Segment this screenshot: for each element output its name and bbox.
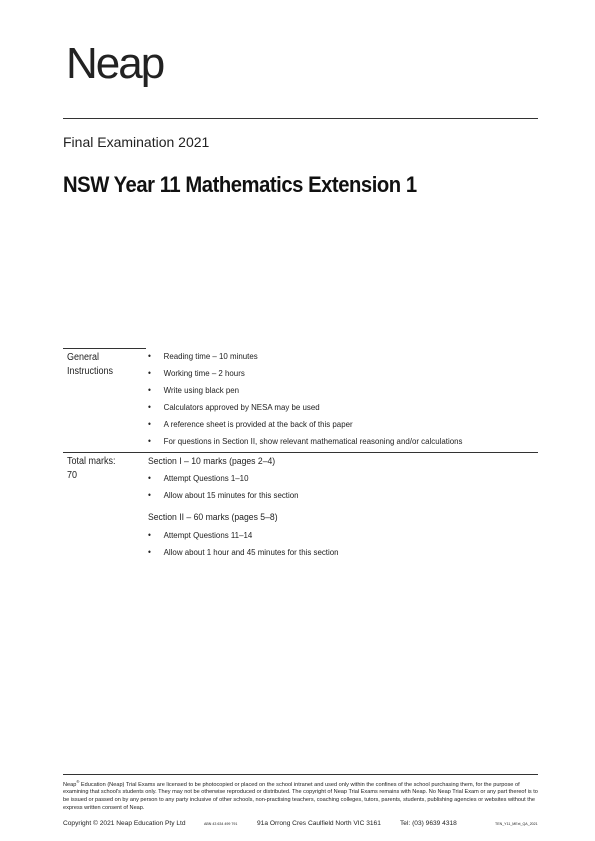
header-divider [63,118,538,119]
general-instructions-list [148,348,490,450]
exam-title: NSW Year 11 Mathematics Extension 1 [63,172,417,197]
notice-body: Education (Neap) Trial Exams are licensed to be photocopied or placed on the school intranet and used only within the confines of the school purchasing them, for the purpose of examining that school's students only. They may not be otherwise reproduced or distributed. The copyright of Neap Trial Exams remains with Neap. No Neap Trial Exam or any part thereof is to be issued or passed on by any person to any party inclusive of other schools, non-practising teachers, coaching colleges, tutors, parents, students, publishing agencies or websites without the express written consent of Neap. [63,781,538,811]
address-text: 91a Orrong Cres Caulfield North VIC 3161 [257,820,381,827]
copyright-text: Copyright © 2021 Neap Education Pty Ltd [63,820,186,827]
total-marks-value: 70 [67,470,78,481]
list-item: • Reading time – 10 minutes [148,348,462,365]
list-item: • Calculators approved by NESA may be used [148,399,462,416]
licence-notice [63,778,538,812]
neap-logo: Neap [66,39,164,88]
notice-brand: Neap [63,781,77,788]
general-instructions-label [67,351,113,379]
list-item: • For questions in Section II, show relevant mathematical reasoning and/or calculations [148,433,462,450]
general-label-line1: General [67,352,100,363]
document-code: TEN_Y11_MExt_QA_2021 [495,822,538,826]
general-label-rule [63,348,146,349]
exam-subtitle: Final Examination 2021 [63,134,210,150]
abn-text: ABN 43 634 499 791 [204,822,238,826]
section-2-heading: Section II – 60 marks (pages 5–8) [148,512,278,523]
total-marks-rule [63,452,538,453]
list-item: • Attempt Questions 1–10 [148,470,299,487]
telephone-text: Tel: (03) 9639 4318 [400,820,457,827]
footer-divider [63,774,538,775]
list-item: • Write using black pen [148,382,462,399]
total-marks-label: Total marks: [67,456,116,467]
list-item: • Working time – 2 hours [148,365,462,382]
list-item: • Attempt Questions 11–14 [148,527,339,544]
general-label-line2: Instructions [67,366,114,377]
section-1-list [148,470,312,504]
list-item: • A reference sheet is provided at the back of this paper [148,416,462,433]
list-item: • Allow about 15 minutes for this section [148,487,299,504]
section-1-heading: Section I – 10 marks (pages 2–4) [148,456,276,467]
list-item: • Allow about 1 hour and 45 minutes for this section [148,544,339,561]
registered-mark: ® [76,779,80,784]
section-2-list [148,527,355,561]
total-marks-label-block [67,455,116,483]
